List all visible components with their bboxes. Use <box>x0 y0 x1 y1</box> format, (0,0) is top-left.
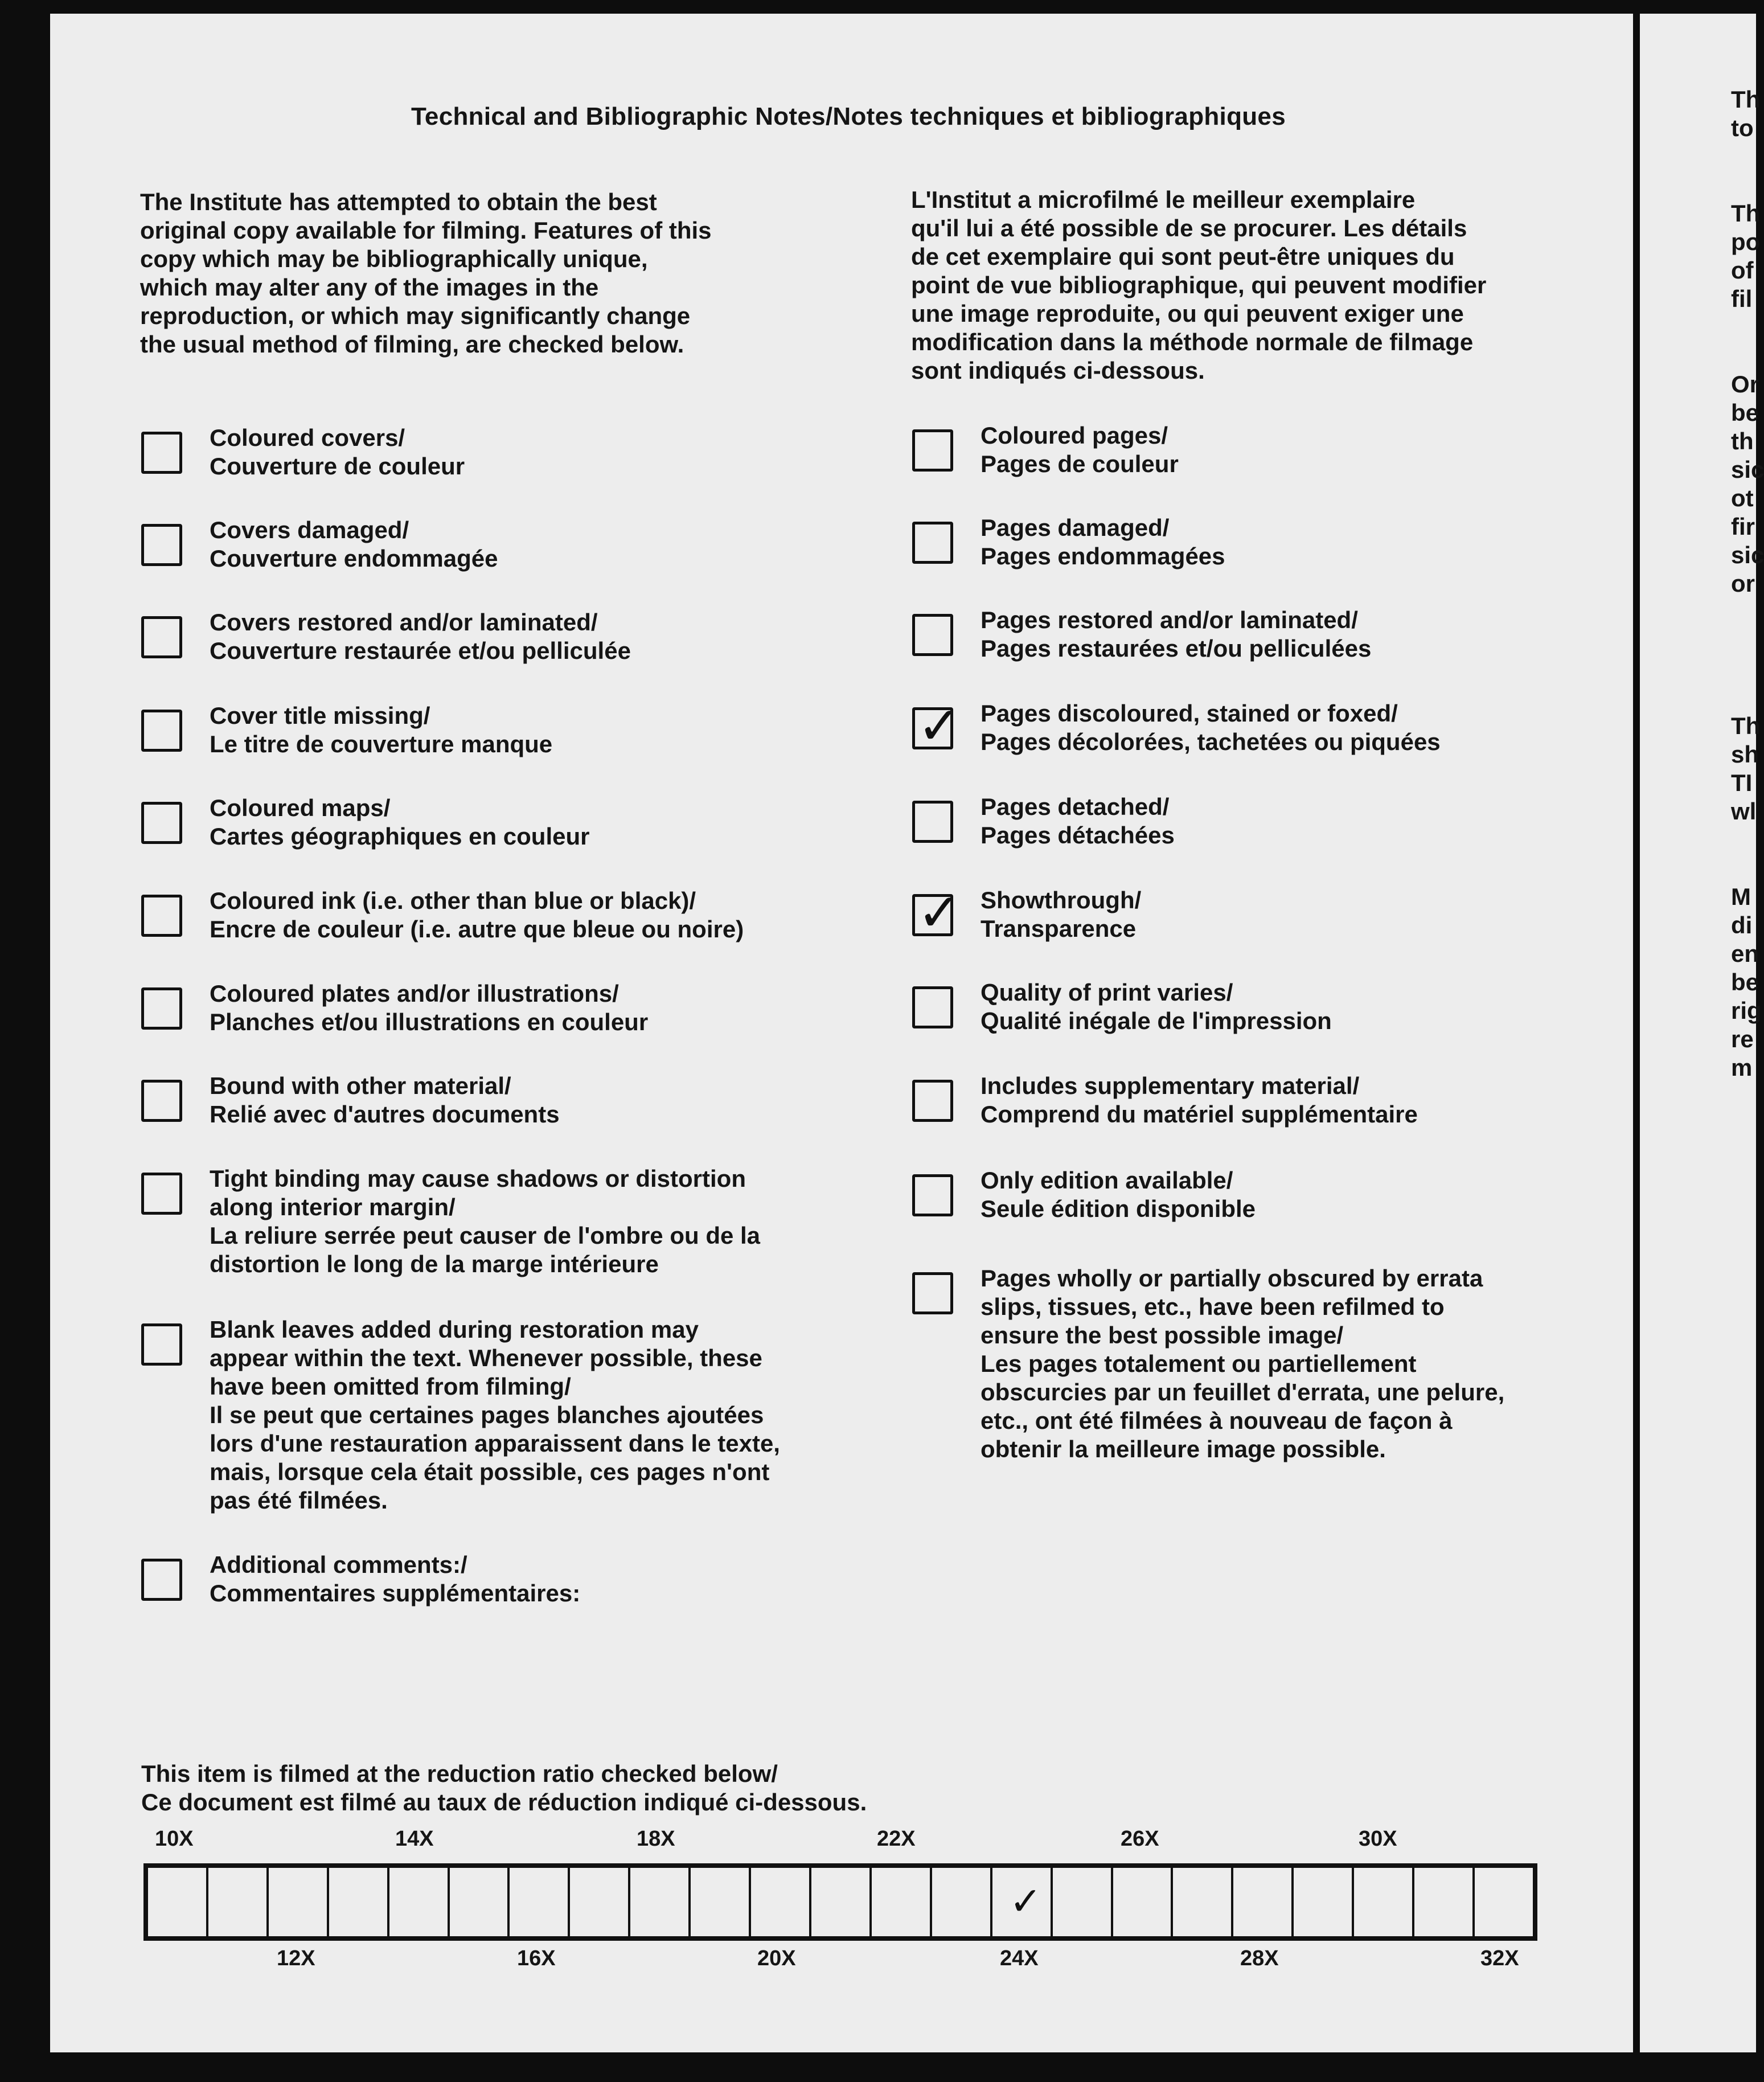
label-line: Only edition available/ <box>981 1167 1233 1194</box>
ratio-cell[interactable] <box>1173 1868 1233 1936</box>
checkbox[interactable] <box>912 522 953 564</box>
ratio-cell[interactable] <box>932 1868 992 1936</box>
checkbox[interactable] <box>912 429 953 472</box>
label-line: lors d'une restauration apparaissent dans le texte, <box>210 1430 780 1457</box>
reduction-note-french: Ce document est filmé au taux de réduction indiqué ci-dessous. <box>141 1789 867 1815</box>
ratio-cell[interactable] <box>872 1868 932 1936</box>
checkbox[interactable] <box>141 432 182 474</box>
checkbox-label <box>210 979 870 1036</box>
ratio-cell[interactable] <box>1113 1868 1174 1936</box>
label-line: Additional comments:/ <box>210 1551 467 1578</box>
checkbox-label <box>981 514 1641 571</box>
label-line: slips, tissues, etc., have been refilmed to <box>981 1293 1445 1320</box>
label-line: Tight binding may cause shadows or distortion <box>210 1165 746 1192</box>
checkbox-label <box>981 793 1641 850</box>
checkbox[interactable] <box>141 1559 182 1601</box>
label-line: Couverture restaurée et/ou pelliculée <box>210 637 631 664</box>
checkbox-label <box>210 608 870 665</box>
checkbox-label <box>210 702 870 759</box>
scale-label: 14X <box>395 1827 434 1851</box>
checkbox-label <box>210 1072 870 1129</box>
intro-english: The Institute has attempted to obtain the best original copy available for filming. Features of this copy which may be bibliographically unique, which may alter any of the images in the reproduction, or which may significantly change the usual method of filming, are checked below. <box>140 188 712 358</box>
checkbox[interactable] <box>912 882 962 943</box>
label-line: Blank leaves added during restoration may <box>210 1316 699 1343</box>
checkbox-label <box>981 606 1641 663</box>
checkbox-label <box>981 1166 1641 1223</box>
checkbox[interactable] <box>912 1080 953 1122</box>
check-mark-icon: ✓ <box>1009 1879 1042 1924</box>
label-line: Pages décolorées, tachetées ou piquées <box>981 728 1441 755</box>
checkbox[interactable] <box>141 1080 182 1122</box>
scale-label: 20X <box>757 1946 796 1970</box>
ratio-cell[interactable] <box>570 1868 630 1936</box>
scale-label: 26X <box>1121 1827 1159 1851</box>
label-line: Coloured covers/ <box>210 424 405 451</box>
label-line: Pages wholly or partially obscured by errata <box>981 1265 1483 1292</box>
scale-label: 18X <box>637 1827 675 1851</box>
label-line: Pages restaurées et/ou pelliculées <box>981 635 1372 662</box>
check-mark-icon: ✓ <box>917 882 962 943</box>
label-line: Pages restored and/or laminated/ <box>981 606 1358 633</box>
checkbox-label <box>981 421 1641 478</box>
label-line: Pages de couleur <box>981 450 1179 477</box>
reduction-note <box>141 1760 867 1817</box>
ratio-cell[interactable] <box>1053 1868 1113 1936</box>
label-line: Qualité inégale de l'impression <box>981 1007 1332 1034</box>
label-line: Covers restored and/or laminated/ <box>210 609 598 636</box>
label-line: Includes supplementary material/ <box>981 1072 1360 1099</box>
checkbox-label <box>981 699 1641 756</box>
label-line: Les pages totalement ou partiellement <box>981 1350 1417 1377</box>
ratio-cell[interactable] <box>630 1868 691 1936</box>
ratio-cell[interactable] <box>329 1868 389 1936</box>
label-line: Comprend du matériel supplémentaire <box>981 1101 1418 1128</box>
ratio-cell[interactable] <box>269 1868 329 1936</box>
reduction-note-english: This item is filmed at the reduction ratio checked below/ <box>141 1760 778 1787</box>
label-line: Pages damaged/ <box>981 514 1170 541</box>
scale-label: 30X <box>1359 1827 1397 1851</box>
scale-label: 16X <box>517 1946 556 1970</box>
label-line: appear within the text. Whenever possible, these <box>210 1345 762 1371</box>
ratio-cell[interactable] <box>389 1868 450 1936</box>
scale-label: 12X <box>277 1946 315 1970</box>
ratio-cell[interactable] <box>992 1868 1053 1936</box>
label-line: Il se peut que certaines pages blanches ajoutées <box>210 1401 764 1428</box>
checkbox-label <box>210 1551 870 1608</box>
label-line: have been omitted from filming/ <box>210 1373 571 1400</box>
label-line: La reliure serrée peut causer de l'ombre ou de la <box>210 1222 761 1249</box>
label-line: Cartes géographiques en couleur <box>210 823 590 850</box>
page-title: Technical and Bibliographic Notes/Notes techniques et bibliographiques <box>411 103 1286 130</box>
label-line: Couverture de couleur <box>210 453 465 479</box>
ratio-cell[interactable] <box>1294 1868 1354 1936</box>
checkbox[interactable] <box>912 695 962 756</box>
checkbox-label <box>981 1264 1641 1464</box>
ratio-cell[interactable] <box>148 1868 208 1936</box>
label-line: Pages discoloured, stained or foxed/ <box>981 700 1398 727</box>
label-line: Le titre de couverture manque <box>210 731 553 757</box>
label-line: Coloured pages/ <box>981 422 1168 449</box>
label-line: Showthrough/ <box>981 887 1142 913</box>
checkbox-label <box>210 887 870 944</box>
scale-label: 28X <box>1240 1946 1279 1970</box>
checkbox-label <box>210 424 870 481</box>
checkbox[interactable] <box>141 524 182 566</box>
label-line: Coloured maps/ <box>210 794 391 821</box>
checkbox[interactable] <box>912 986 953 1028</box>
label-line: Planches et/ou illustrations en couleur <box>210 1009 649 1035</box>
label-line: Pages détachées <box>981 822 1175 849</box>
ratio-cell[interactable] <box>751 1868 811 1936</box>
label-line: Encre de couleur (i.e. autre que bleue ou noire) <box>210 916 744 942</box>
ratio-cell[interactable] <box>1475 1868 1533 1936</box>
checkbox-label <box>981 886 1641 943</box>
label-line: Coloured ink (i.e. other than blue or black)/ <box>210 887 696 914</box>
label-line: obtenir la meilleure image possible. <box>981 1436 1386 1462</box>
label-line: along interior margin/ <box>210 1194 456 1220</box>
checkbox[interactable] <box>141 895 182 937</box>
ratio-cell[interactable] <box>208 1868 269 1936</box>
checkbox[interactable] <box>141 1173 182 1215</box>
label-line: pas été filmées. <box>210 1487 388 1514</box>
label-line: Transparence <box>981 915 1137 942</box>
ratio-cell[interactable] <box>811 1868 872 1936</box>
label-line: Pages endommagées <box>981 543 1225 569</box>
label-line: Couverture endommagée <box>210 545 498 572</box>
checkbox[interactable] <box>912 801 953 843</box>
scale-label: 32X <box>1480 1946 1519 1970</box>
label-line: Cover title missing/ <box>210 702 430 729</box>
label-line: ensure the best possible image/ <box>981 1322 1344 1349</box>
checkbox[interactable] <box>141 987 182 1030</box>
intro-french: L'Institut a microfilmé le meilleur exemplaire qu'il lui a été possible de se procurer. Les détails de cet exemplaire qui sont peut-être uniques du point de vue bibliographique, qui peuvent modifier une image reproduite, ou qui peuvent exiger une modification dans la méthode normale de filmage sont indiqués ci-dessous. <box>911 186 1487 384</box>
label-line: Commentaires supplémentaires: <box>210 1580 581 1606</box>
checkbox[interactable] <box>141 1323 182 1366</box>
label-line: Coloured plates and/or illustrations/ <box>210 980 619 1007</box>
checkbox[interactable] <box>141 710 182 752</box>
checkbox-label <box>981 978 1641 1035</box>
label-line: Pages detached/ <box>981 793 1170 820</box>
label-line: Covers damaged/ <box>210 517 409 543</box>
scale-label: 24X <box>1000 1946 1039 1970</box>
checkbox-label <box>210 1315 870 1515</box>
ratio-cell[interactable] <box>1354 1868 1414 1936</box>
ratio-cell[interactable] <box>510 1868 570 1936</box>
adjacent-page-text: Th to Th po of fil Or be th sic ot fir sic or Th sh TI wl M di en be rig re m <box>1731 86 1764 1081</box>
checkbox-label <box>210 516 870 573</box>
label-line: obscurcies par un feuillet d'errata, une pelure, <box>981 1379 1505 1405</box>
checkbox[interactable] <box>912 1272 953 1314</box>
checkbox[interactable] <box>912 1174 953 1216</box>
label-line: Seule édition disponible <box>981 1195 1256 1222</box>
reduction-ratio-grid <box>143 1863 1537 1941</box>
label-line: Quality of print varies/ <box>981 979 1233 1006</box>
ratio-cell[interactable] <box>691 1868 751 1936</box>
label-line: Relié avec d'autres documents <box>210 1101 560 1128</box>
checkbox[interactable] <box>141 802 182 844</box>
checkbox-label <box>210 1165 870 1278</box>
checkbox-label <box>981 1072 1641 1129</box>
label-line: Bound with other material/ <box>210 1072 511 1099</box>
checkbox-label <box>210 794 870 851</box>
ratio-cell[interactable] <box>1233 1868 1294 1936</box>
check-mark-icon: ✓ <box>917 695 962 756</box>
checkbox[interactable] <box>912 614 953 656</box>
scale-label: 10X <box>155 1827 194 1851</box>
ratio-cell[interactable] <box>1414 1868 1475 1936</box>
label-line: mais, lorsque cela était possible, ces pages n'ont <box>210 1458 770 1485</box>
ratio-cell[interactable] <box>450 1868 510 1936</box>
label-line: distortion le long de la marge intérieure <box>210 1251 659 1277</box>
scale-label: 22X <box>877 1827 916 1851</box>
checkbox[interactable] <box>141 616 182 658</box>
label-line: etc., ont été filmées à nouveau de façon à <box>981 1407 1453 1434</box>
